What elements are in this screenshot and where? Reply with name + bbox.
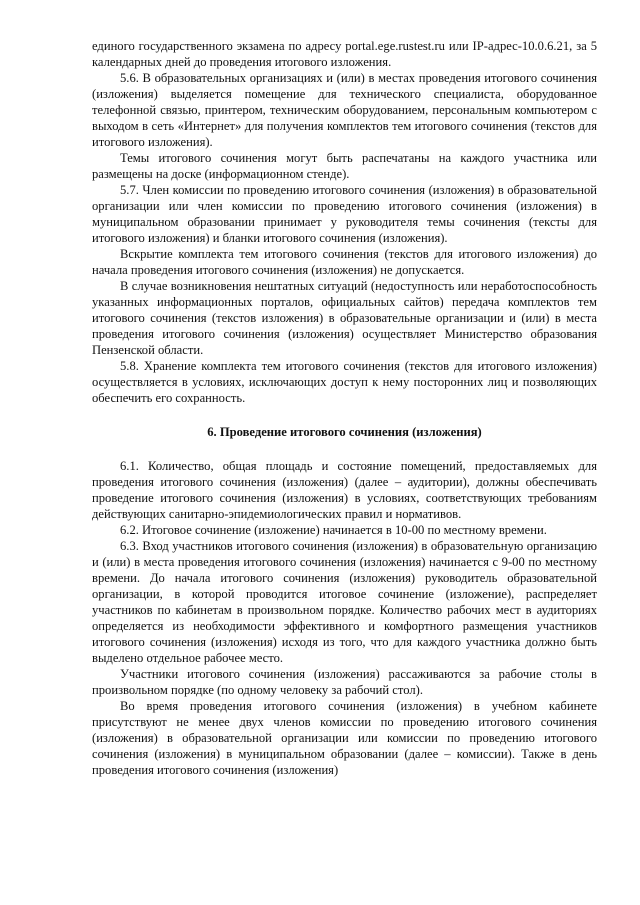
paragraph-commission: Во время проведения итогового сочинения (изложения) в учебном кабинете присутствуют не менее двух членов комиссии по проведению итогового сочинения (изложения) в образовательной организации или комиссии по проведению итогового сочинения (изложения) в муниципальном образовании (далее – комиссии). Также в день проведения итогового сочинения (изложения)	[92, 699, 597, 777]
paragraph-seating: Участники итогового сочинения (изложения) рассаживаются за рабочие столы в произвольном порядке (по одному человеку за рабочий стол).	[92, 667, 597, 697]
document-page	[92, 38, 597, 778]
section-heading: 6. Проведение итогового сочинения (изложения)	[207, 425, 482, 439]
paragraph-6-2: 6.2. Итоговое сочинение (изложение) начинается в 10-00 по местному времени.	[120, 523, 547, 537]
paragraph-6-3: 6.3. Вход участников итогового сочинения (изложения) в образовательную организацию и (или) в места проведения итогового сочинения (изложения) начинается с 9-00 по местному времени. До начала итогового сочинения (изложения) руководитель образовательной организации, в которой проводится итоговое сочинение (изложение), распределяет участников по кабинетам в произвольном порядке. Количество рабочих мест в аудиториях определяется из необходимости эффективного и комфортного размещения участников итогового сочинения (изложения) исходя из того, что для каждого участника должно быть выделено отдельное рабочее место.	[92, 539, 597, 665]
paragraph-emergency: В случае возникновения нештатных ситуаций (недоступность или неработоспособность указанных информационных порталов, официальных сайтов) передача комплектов тем итогового сочинения (текстов изложения) в образовательные организации и (или) в места проведения итогового сочинения (изложения) осуществляет Министерство образования Пензенской области.	[92, 279, 597, 357]
paragraph-5-8: 5.8. Хранение комплекта тем итогового сочинения (текстов для итогового изложения) осуществляется в условиях, исключающих доступ к нему посторонних лиц и позволяющих обеспечить его сохранность.	[92, 359, 597, 405]
paragraph-5-6: 5.6. В образовательных организациях и (или) в местах проведения итогового сочинения (изложения) выделяется помещение для технического специалиста, оборудованное телефонной связью, принтером, техническим оборудованием, персональным компьютером с выходом в сеть «Интернет» для получения комплектов тем итогового сочинения (текстов для итогового изложения).	[92, 71, 597, 149]
paragraph-6-1: 6.1. Количество, общая площадь и состояние помещений, предоставляемых для проведения итогового сочинения (изложения) (далее – аудитории), должны обеспечивать проведение итогового сочинения (изложения) в условиях, соответствующих требованиям действующих санитарно-эпидемиологических правил и нормативов.	[92, 459, 597, 521]
paragraph-5-7: 5.7. Член комиссии по проведению итогового сочинения (изложения) в образовательной организации или член комиссии по проведению итогового сочинения (изложения) в муниципальном образовании принимает у руководителя темы сочинения (тексты для итогового изложения) и бланки итогового сочинения (изложения).	[92, 183, 597, 245]
paragraph-continuation: единого государственного экзамена по адресу portal.ege.rustest.ru или IP-адрес-10.0.6.21, за 5 календарных дней до проведения итогового изложения.	[92, 39, 597, 69]
paragraph-opening: Вскрытие комплекта тем итогового сочинения (текстов для итогового изложения) до начала проведения итогового сочинения (изложения) не допускается.	[92, 247, 597, 277]
paragraph-topics-print: Темы итогового сочинения могут быть распечатаны на каждого участника или размещены на доске (информационном стенде).	[92, 151, 597, 181]
